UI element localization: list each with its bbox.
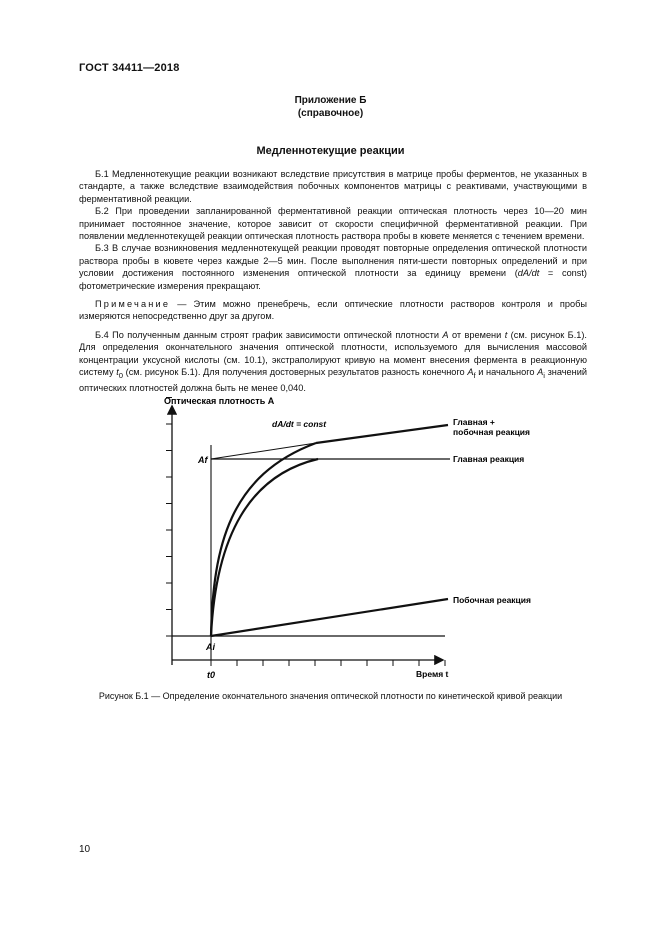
- series-main-plus-side-curve: [211, 443, 316, 636]
- af-label: Af: [198, 455, 208, 465]
- legend-main: Главная реакция: [453, 454, 525, 464]
- y-ticks: [166, 398, 172, 637]
- note-text: — Этим можно пренебречь, если оптические плотности растворов контроля и пробы измеряются непосредственно друг за другом.: [79, 299, 587, 322]
- y-axis-label: Оптическая плотность A: [164, 396, 275, 406]
- body-text: [79, 168, 587, 395]
- annotation-dadt: dA/dt = const: [272, 419, 327, 429]
- appendix-heading: [0, 94, 661, 120]
- document-header: ГОСТ 34411—2018: [79, 62, 180, 74]
- x-ticks: [211, 660, 445, 666]
- series-main-curve: [211, 459, 318, 636]
- series-side-line: [211, 599, 448, 636]
- legend-side: Побочная реакция: [453, 595, 531, 605]
- paragraph-b2: Б.2 При проведении запланированной ферментативной реакции оптическая плотность через 10—20 мин принимает постоянное значение, которое зависит от скорости специфичной ферментативной реакции. При появлении медленнотекущей реакции оптическая плотность раствора пробы в кювете меняется с течением времени.: [79, 206, 587, 242]
- note-label: Примечание: [95, 299, 171, 310]
- page-number: 10: [79, 844, 91, 855]
- note-paragraph: [79, 298, 587, 323]
- legend-main-plus-side-2: побочная реакция: [453, 427, 530, 437]
- paragraph-b4: Б.4 По полученным данным строят график зависимости оптической плотности A от времени t (см. рисунок Б.1). Для определения окончательного значения оптической плотности, используемого для вычисления массовой концентрации уксусной кислоты (см. 10.1), экстраполируют кривую на момент внесения фермента в реакционную систему $t_0$ (см. рисунок Б.1). Для получения достоверных результатов разность конечного $A_f$ и начального $A_i$ значений оптических плотностей должна быть не менее 0,040.: [79, 329, 587, 394]
- section-title: Медленнотекущие реакции: [256, 145, 405, 157]
- paragraph-b1: Б.1 Медленнотекущие реакции возникают вследствие присутствия в матрице пробы ферментов, не указанных в стандарте, а также вследствие взаимодействия побочных компонентов матрицы с реактивами, участвующими в ферментативной реакции.: [79, 169, 587, 204]
- figure-caption: Рисунок Б.1 — Определение окончательного значения оптической плотности по кинетической кривой реакции: [98, 691, 563, 701]
- figure-b1: [150, 395, 550, 690]
- x-axis-label: Время t: [416, 669, 449, 679]
- series-main-plus-side-linear: [316, 425, 448, 443]
- paragraph-b3: Б.3 В случае возникновения медленнотекущей реакции проводят повторные определения оптической плотности раствора пробы в кювете через каждые 2—5 мин. После выполнения пяти-шести повторных определений и при условии достижения постоянного изменения оптической плотности за единицу времени (dA/dt = const) фотометрические измерения прекращают.: [79, 243, 587, 291]
- appendix-title: Приложение Б: [294, 95, 367, 106]
- extrapolation-line: [211, 443, 316, 459]
- legend-main-plus-side-1: Главная +: [453, 417, 495, 427]
- kinetic-curve-chart: [150, 395, 550, 685]
- appendix-subtitle: (справочное): [297, 108, 364, 119]
- ai-label: Ai: [206, 642, 215, 652]
- t0-label: t0: [207, 670, 216, 680]
